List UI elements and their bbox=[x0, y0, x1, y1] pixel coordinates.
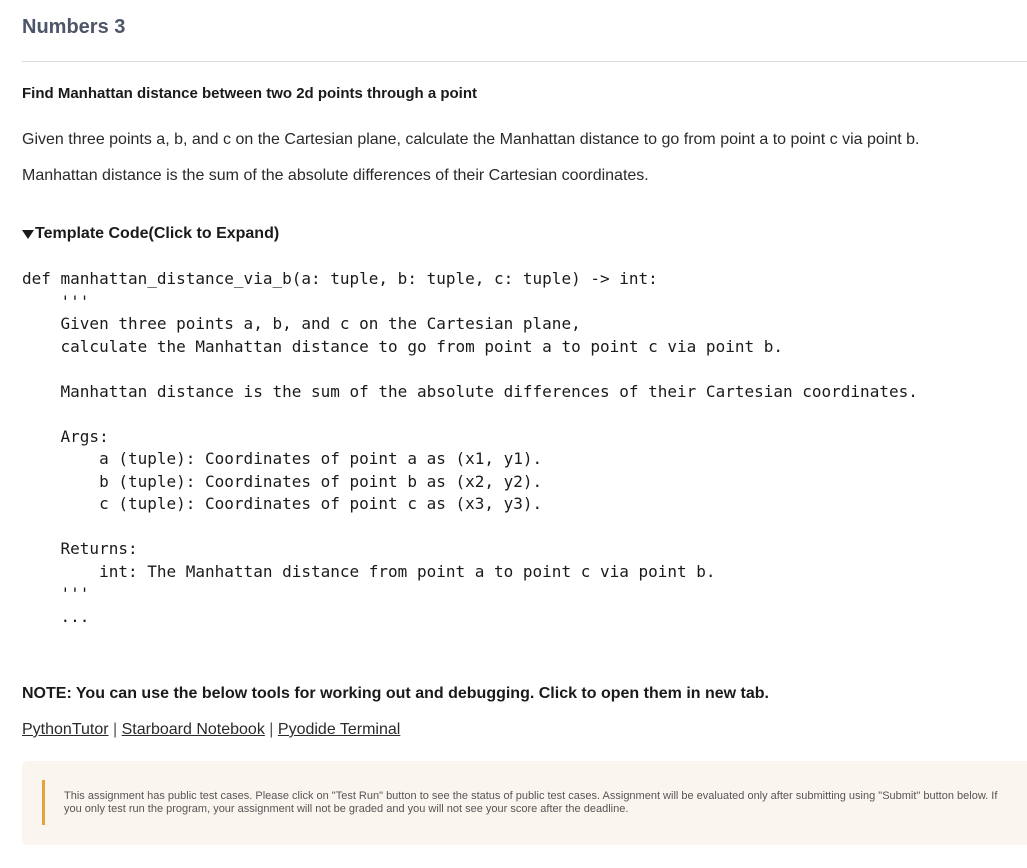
template-code-toggle[interactable] bbox=[22, 225, 279, 243]
page-title: Numbers 3 bbox=[22, 16, 126, 38]
starboard-notebook-link[interactable]: Starboard Notebook bbox=[121, 721, 265, 738]
question-heading: Find Manhattan distance between two 2d points through a point bbox=[22, 85, 477, 102]
question-definition: Manhattan distance is the sum of the absolute differences of their Cartesian coordinates. bbox=[22, 167, 649, 184]
link-separator: | bbox=[113, 721, 122, 738]
info-accent-bar bbox=[42, 780, 45, 825]
link-separator: | bbox=[269, 721, 278, 738]
public-test-info-text: This assignment has public test cases. Please click on "Test Run" button to see the status of public test cases. Assignment will be evaluated only after submitting using "Submit" button below. If you only test run the program, your assignment will not be graded and you will not see your score after the deadline. bbox=[64, 790, 998, 815]
question-description: Given three points a, b, and c on the Cartesian plane, calculate the Manhattan distance to go from point a to point c via point b. bbox=[22, 131, 920, 148]
pythontutor-link[interactable]: PythonTutor bbox=[22, 721, 109, 738]
template-code-label: Template Code(Click to Expand) bbox=[35, 225, 280, 242]
tools-note: NOTE: You can use the below tools for working out and debugging. Click to open them in new tab. bbox=[22, 685, 769, 702]
tools-links bbox=[22, 721, 400, 739]
template-code-block: def manhattan_distance_via_b(a: tuple, b: tuple, c: tuple) -> int: ''' Given three points a, b, and c on the Cartesian plane, calculate the Manhattan distance to go from point a to point c via point b. Manhattan distance is the sum of the absolute differences of their Cartesian coordinates. Args: a (tuple): Coordinates of point a as (x1, y1). b (tuple): Coordinates of point b as (x2, y2). c (tuple): Coordinates of point c as (x3, y3). Returns: int: The Manhattan distance from point a to point c via point b. ''' ... bbox=[22, 269, 918, 626]
title-divider bbox=[22, 61, 1027, 62]
triangle-down-icon bbox=[22, 230, 34, 239]
pyodide-terminal-link[interactable]: Pyodide Terminal bbox=[277, 721, 401, 738]
public-test-info-box bbox=[22, 761, 1027, 845]
